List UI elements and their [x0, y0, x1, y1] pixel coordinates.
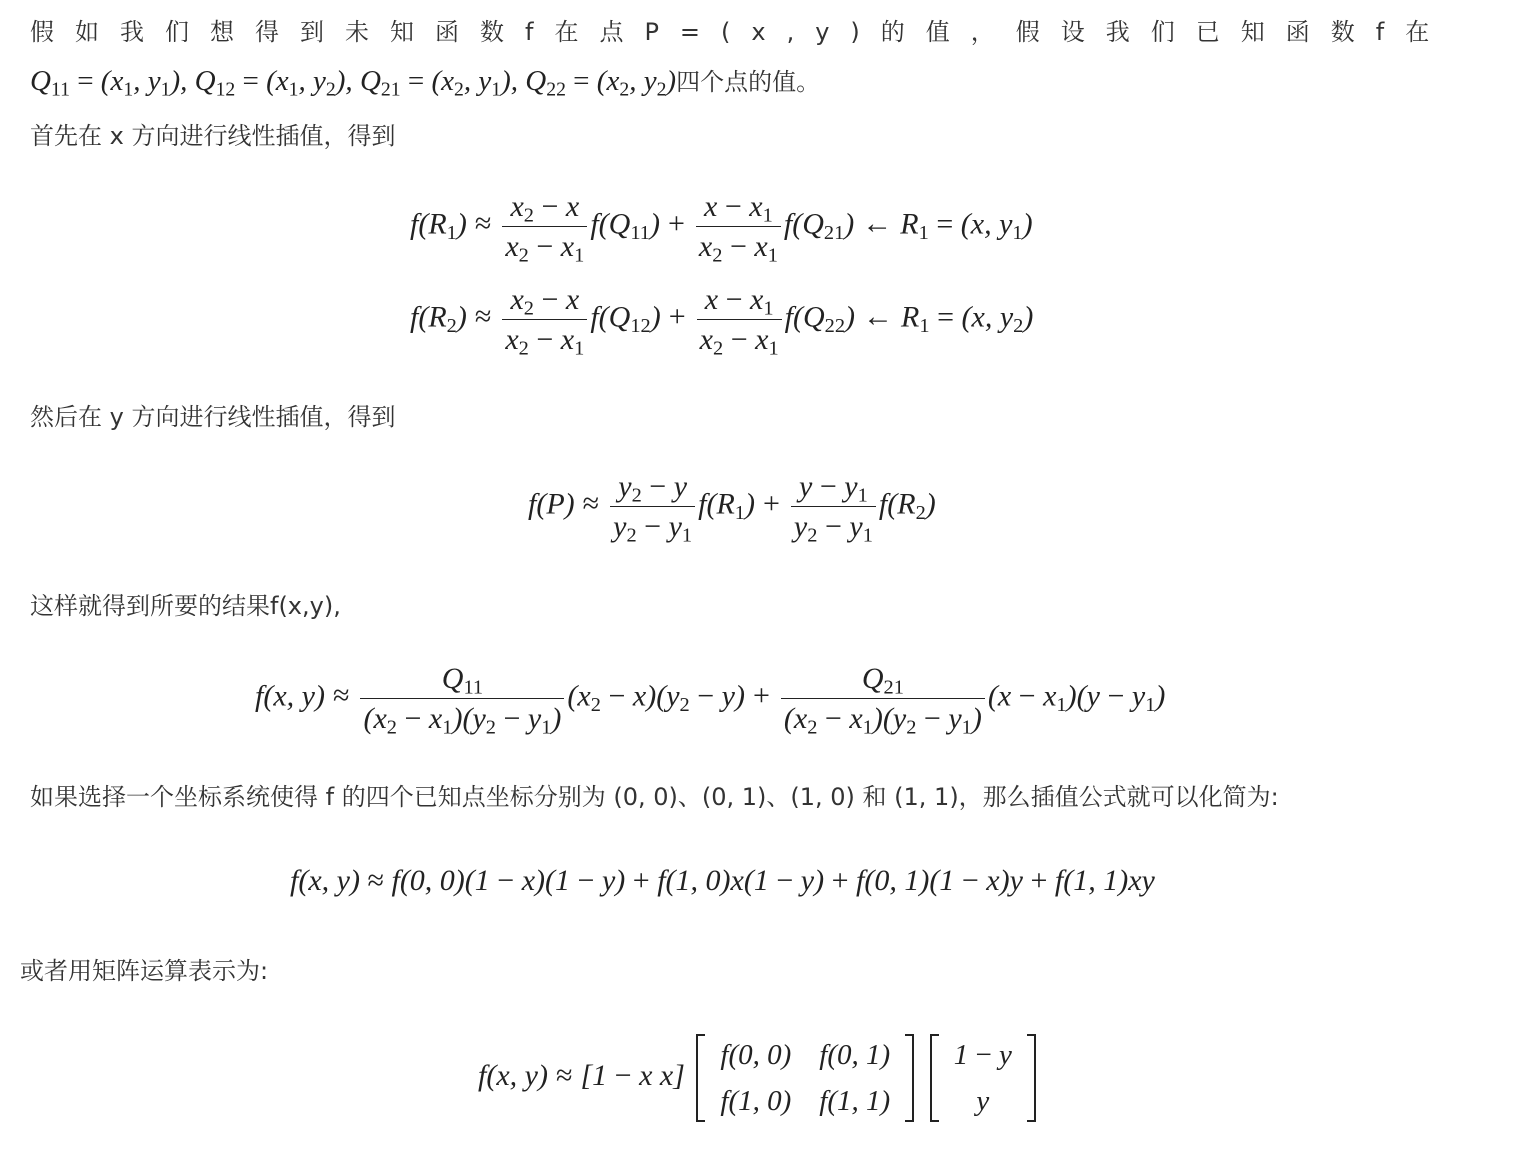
matrix-intro-text: 或者用矩阵运算表示为:	[20, 957, 269, 985]
formula-unit-square: f(x, y) ≈ f(0, 0)(1 − x)(1 − y) + f(1, 0)x(1 − y) + f(0, 1)(1 − x)y + f(1, 1)xy	[290, 864, 1155, 897]
formula-full: f(x, y) ≈ $\frac{Q_{11}}{(x_2 - x_1)(y_2 - y_1)}$ $(x_2 - x)(y_2 - y)$ + $\frac{Q_{21}}{(x_2 - x_1)(y_2 - y_1)}$ $(x - x_1)(y - y_1)$	[255, 662, 1166, 739]
step-y-text: 然后在 y 方向进行线性插值，得到	[30, 403, 396, 431]
formula-p: f(P) ≈ $\frac{y_2 - y}{y_2 - y_1}$ $f(R_1)$ + $\frac{y - y_1}{y_2 - y_1}$ $f(R_2)$	[528, 470, 936, 547]
intro-line-2	[30, 62, 821, 101]
y-vector: 1 − y y	[930, 1032, 1036, 1124]
formula-r1: $f(R_1)$ ≈ $\frac{x_2 - x}{x_2 - x_1}$ $f(Q_{11})$ + $\frac{x - x_1}{x_2 - x_1}$ $f(Q_{21})$ ← $R_1 = (x$, $y_1$)	[410, 190, 1033, 267]
intro-line-2-suffix: 四个点的值。	[676, 68, 821, 96]
known-points-formula: $Q_{11} = (x_1$, $y_1$), $Q_{12} = (x_1$, $y_2$), $Q_{21} = (x_2$, $y_1$), $Q_{22} = (x_2$, $y_2$)	[30, 65, 677, 101]
result-text: 这样就得到所要的结果f(x,y),	[30, 592, 341, 620]
step-x-text: 首先在 x 方向进行线性插值，得到	[30, 122, 396, 150]
coefficient-matrix: f(0, 0) f(0, 1) f(1, 0) f(1, 1)	[696, 1032, 914, 1124]
formula-r2: $f(R_2)$ ≈ $\frac{x_2 - x}{x_2 - x_1}$ $f(Q_{12})$ + $\frac{x - x_1}{x_2 - x_1}$ $f(Q_{22})$ ← $R_1 = (x$, $y_2$)	[410, 283, 1034, 360]
intro-line-1: 假如我们想得到未知函数f在点P=(x,y)的值，假设我们已知函数f在	[30, 18, 1451, 46]
unit-square-text: 如果选择一个坐标系统使得 f 的四个已知点坐标分别为 (0, 0)、(0, 1)、(1, 0) 和 (1, 1)，那么插值公式就可以化简为:	[30, 783, 1279, 811]
formula-matrix: f(x, y) ≈ [1 − x x] f(0, 0) f(0, 1) f(1, 0) f(1, 1) 1 − y y	[478, 1032, 1040, 1124]
